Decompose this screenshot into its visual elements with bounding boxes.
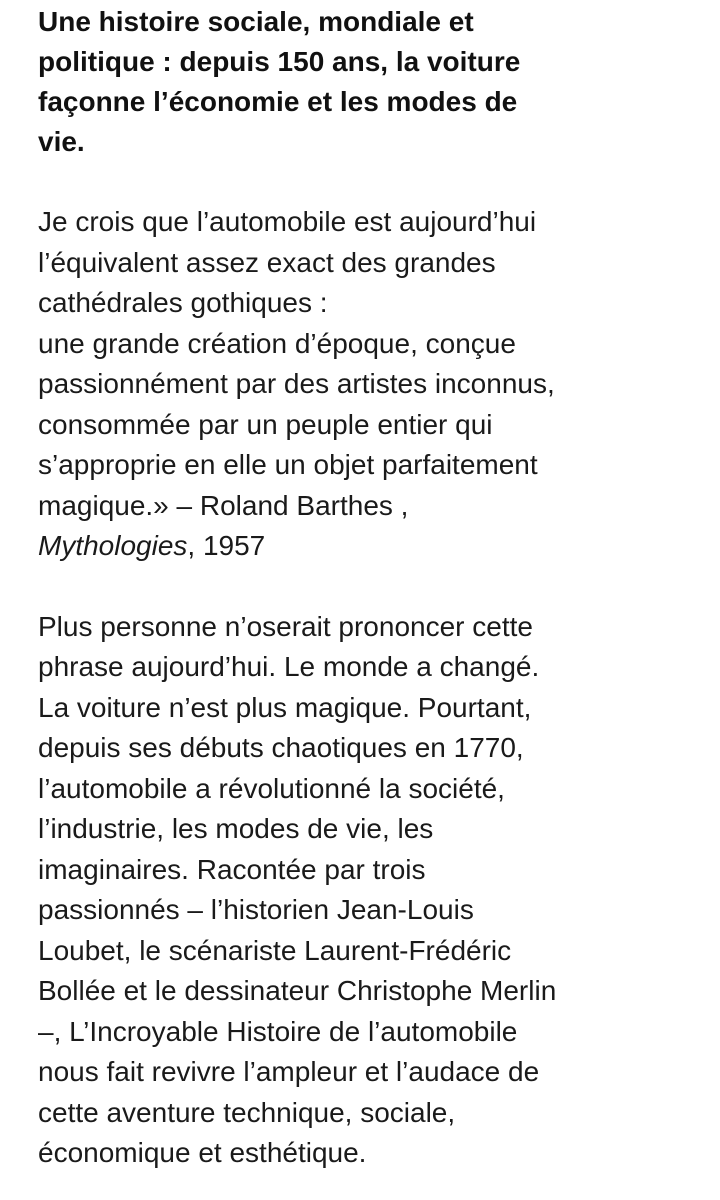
quote-line: consommée par un peuple entier qui — [38, 408, 493, 440]
paragraph-line: La voiture n’est plus magique. Pourtant, — [38, 691, 532, 723]
paragraph-line: depuis ses débuts chaotiques en 1770, — [38, 732, 524, 763]
heading-line: politique : depuis 150 ans, la voiture — [38, 46, 521, 77]
paragraph-line: imaginaires. Racontée par trois — [38, 853, 426, 885]
paragraph-line: Loubet, le scénariste Laurent-Frédéric — [38, 934, 512, 966]
paragraph-line: économique et esthétique. — [38, 1137, 367, 1168]
barthes-quote — [38, 202, 710, 567]
heading-line: vie. — [38, 126, 85, 157]
article-paragraph — [38, 607, 710, 1174]
quote-source — [38, 526, 710, 567]
quote-line: s’approprie en elle un objet parfaitement — [38, 449, 538, 480]
paragraph-line: Plus personne n’oserait prononcer cette — [38, 610, 533, 642]
source-book-title: Mythologies — [38, 530, 188, 561]
source-year: , 1957 — [187, 530, 266, 561]
paragraph-line: nous fait revivre l’ampleur et l’audace de — [38, 1056, 540, 1087]
paragraph-line: l’industrie, les modes de vie, les — [38, 813, 434, 844]
paragraph-line: –, L’Incroyable Histoire de l’automobile — [38, 1015, 518, 1047]
paragraph-line: phrase aujourd’hui. Le monde a changé. — [38, 651, 540, 682]
article-heading — [38, 0, 710, 162]
quote-line: passionnément par des artistes inconnus, — [38, 368, 555, 399]
paragraph-line: Bollée et le dessinateur Christophe Merlin — [38, 975, 557, 1006]
quote-line: cathédrales gothiques : — [38, 287, 328, 318]
paragraph-line: l’automobile a révolutionné la société, — [38, 772, 505, 804]
quote-line: Je crois que l’automobile est aujourd’hui — [38, 206, 537, 237]
paragraph-line: passionnés – l’historien Jean-Louis — [38, 894, 474, 925]
heading-line: Une histoire sociale, mondiale et — [38, 6, 474, 37]
quote-line: une grande création d’époque, conçue — [38, 327, 516, 359]
article — [38, 0, 710, 1174]
quote-line: l’équivalent assez exact des grandes — [38, 246, 496, 278]
heading-line: façonne l’économie et les modes de — [38, 86, 518, 117]
paragraph-line: cette aventure technique, sociale, — [38, 1096, 456, 1128]
quote-line: magique.» – Roland Barthes , — [38, 489, 409, 521]
